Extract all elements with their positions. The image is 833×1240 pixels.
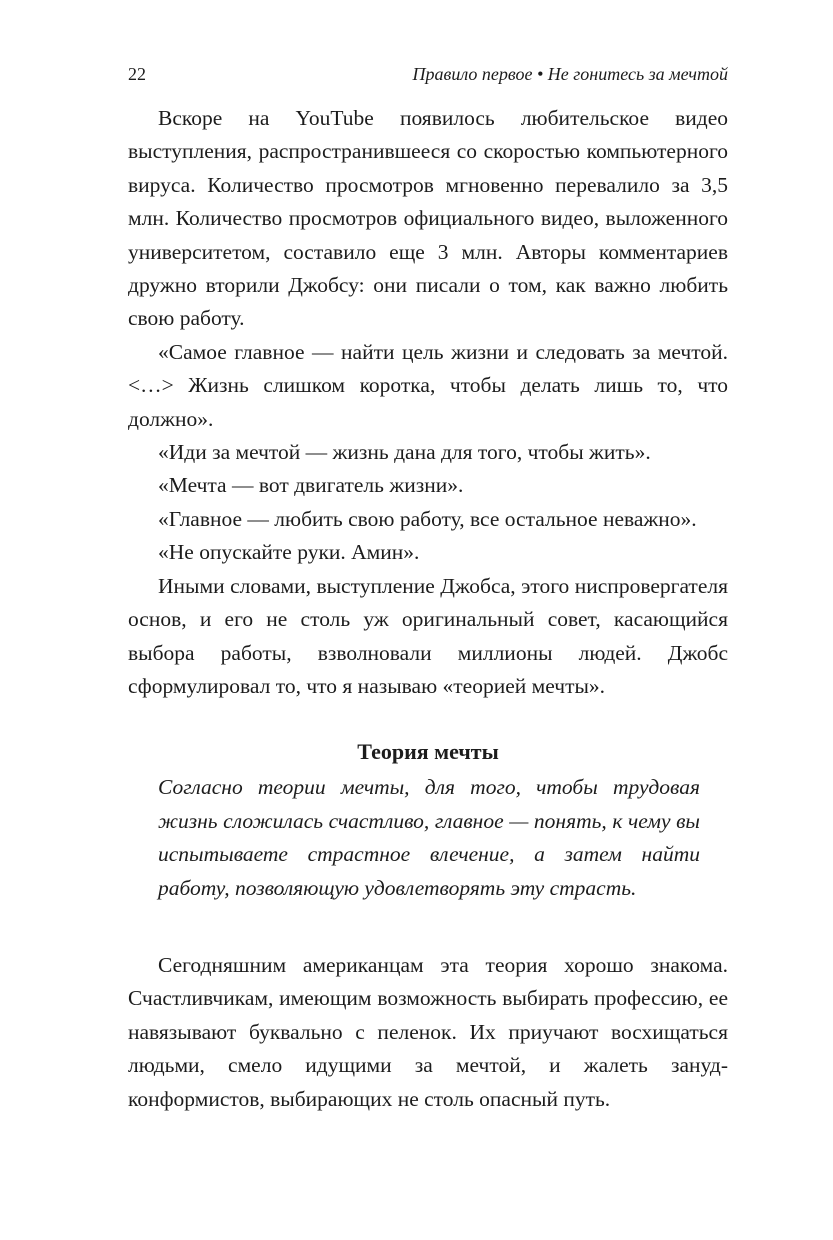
page-number: 22 <box>128 64 146 84</box>
section-spacer <box>128 905 728 949</box>
running-head <box>128 64 728 90</box>
quote-comment-4: «Главное — любить свою работу, все остальное неважно». <box>158 506 697 531</box>
quote-comment-5: «Не опускайте руки. Амин». <box>158 540 420 565</box>
paragraph-americans: Сегодняшним американцам эта теория хорошо знакома. Счастливчикам, имеющим возможность выбирать профессию, ее навязывают буквально с пеленок. Их приучают восхищаться людьми, смело идущими за мечтой, и жалеть зануд-конформистов, выбирающих не столь опасный путь. <box>128 952 728 1111</box>
quote-comment-3: «Мечта — вот двигатель жизни». <box>158 473 464 498</box>
quote-comment-2: «Иди за мечтой — жизнь дана для того, чтобы жить». <box>158 440 651 465</box>
chapter-title: Правило первое • Не гонитесь за мечтой <box>412 64 728 84</box>
section-heading: Теория мечты <box>357 739 499 765</box>
paragraph-youtube: Вскоре на YouTube появилось любительское видео выступления, распространившееся со скоростью компьютерного вируса. Количество просмотров мгновенно перевалило за 3,5 млн. Количество просмотров официального видео, выложенного университетом, составило еще 3 млн. Авторы комментариев дружно вторили Джобсу: они писали о том, как важно любить свою работу. <box>128 106 728 331</box>
paragraph-summary: Иными словами, выступление Джобса, этого ниспровергателя основ, и его не столь уж оригинальный совет, касающийся выбора работы, взволновали миллионы людей. Джобс сформулировал то, что я называю «теорией мечты». <box>128 573 728 698</box>
page-body <box>128 102 728 1116</box>
quote-comment-1: «Самое главное — найти цель жизни и следовать за мечтой. <…> Жизнь слишком коротка, чтобы делать лишь то, что должно». <box>128 339 728 431</box>
definition-text: Согласно теории мечты, для того, чтобы трудовая жизнь сложилась счастливо, главное — понять, к чему вы испытываете страстное влечение, а затем найти работу, позволяющую удовлетворять эту страсть. <box>158 775 700 900</box>
